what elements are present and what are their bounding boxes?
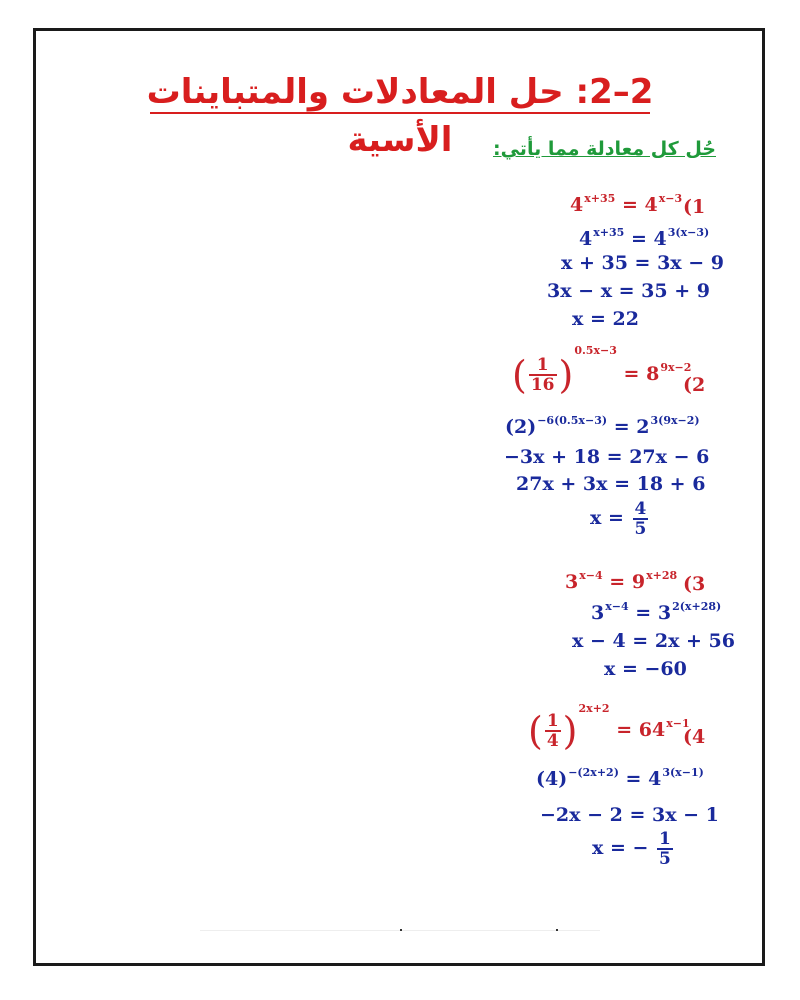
numerator: 4 bbox=[634, 499, 647, 519]
problem-3-number: (3 bbox=[683, 573, 706, 595]
equals-sign: = bbox=[621, 194, 638, 216]
equals-sign: = bbox=[623, 363, 640, 385]
exponent: x+35 bbox=[584, 192, 616, 205]
problem-4-step-2: −2x − 2 = 3x − 1 bbox=[540, 804, 719, 826]
base: (4) bbox=[536, 768, 568, 790]
fraction bbox=[657, 830, 673, 868]
problem-3-step-2: x − 4 = 2x + 56 bbox=[572, 630, 735, 652]
problem-1-equation bbox=[570, 192, 683, 216]
base: 3 bbox=[565, 571, 579, 593]
base: 3 bbox=[591, 602, 605, 624]
exponent: −6(0.5x−3) bbox=[537, 414, 608, 427]
equals-sign: = bbox=[630, 228, 647, 250]
equals-sign: = bbox=[609, 571, 626, 593]
exponent: x+35 bbox=[593, 226, 625, 239]
problem-2-number: (2 bbox=[683, 374, 706, 396]
exponent: x−1 bbox=[666, 717, 690, 730]
problem-4-step-1 bbox=[536, 766, 704, 790]
exponent: x−4 bbox=[605, 600, 629, 613]
denominator: 5 bbox=[634, 519, 647, 539]
problem-3-step-1 bbox=[591, 600, 722, 624]
problem-3-equation bbox=[565, 569, 678, 593]
fraction bbox=[633, 500, 649, 538]
problem-4-step-3 bbox=[592, 830, 675, 868]
left-parenthesis: ( bbox=[528, 709, 543, 753]
equals-sign: = bbox=[613, 416, 630, 438]
fraction bbox=[545, 712, 561, 750]
exponent: 9x−2 bbox=[660, 361, 692, 374]
lhs: x = bbox=[590, 507, 624, 529]
exponent: 2x+2 bbox=[578, 702, 610, 715]
problem-1-step-2: x + 35 = 3x − 9 bbox=[561, 252, 724, 274]
numerator: 1 bbox=[659, 829, 671, 849]
base: 4 bbox=[644, 194, 658, 216]
problem-2-step-3: 27x + 3x = 18 + 6 bbox=[516, 473, 706, 495]
exponent: x+28 bbox=[646, 569, 678, 582]
numerator: 1 bbox=[529, 356, 557, 376]
exponent: 3(x−1) bbox=[662, 766, 704, 779]
lhs: x = − bbox=[592, 837, 649, 859]
stray-mark bbox=[400, 929, 402, 931]
equals-sign: = bbox=[635, 602, 652, 624]
exponent: 0.5x−3 bbox=[574, 344, 617, 357]
equals-sign: = bbox=[625, 768, 642, 790]
problem-2-step-4 bbox=[590, 500, 650, 538]
problem-3-step-3: x = −60 bbox=[604, 658, 687, 680]
base: 4 bbox=[570, 194, 584, 216]
problem-2-step-1 bbox=[505, 414, 700, 438]
problem-2-equation bbox=[512, 344, 692, 397]
exponent: 2(x+28) bbox=[672, 600, 722, 613]
base: 9 bbox=[631, 571, 646, 593]
exponent: 3(9x−2) bbox=[650, 414, 700, 427]
base: 4 bbox=[648, 768, 662, 790]
page-title: 2–2: حل المعادلات والمتباينات الأسية bbox=[146, 72, 654, 160]
stray-mark bbox=[556, 929, 558, 931]
base: 4 bbox=[579, 228, 593, 250]
title-underline bbox=[150, 112, 650, 114]
base: 3 bbox=[657, 602, 672, 624]
right-parenthesis: ) bbox=[558, 353, 574, 397]
problem-4-number: (4 bbox=[683, 726, 706, 748]
problem-2-step-2: −3x + 18 = 27x − 6 bbox=[504, 446, 710, 468]
fraction bbox=[529, 356, 557, 394]
base: 2 bbox=[636, 416, 650, 438]
exponent: −(2x+2) bbox=[568, 766, 619, 779]
exponent: 3(x−3) bbox=[667, 226, 710, 239]
left-parenthesis: ( bbox=[512, 353, 527, 397]
denominator: 4 bbox=[546, 731, 559, 751]
base: (2) bbox=[505, 416, 537, 438]
equals-sign: = bbox=[616, 719, 633, 741]
base: 8 bbox=[646, 363, 660, 385]
base: 64 bbox=[638, 719, 666, 741]
problem-1-step-4: x = 22 bbox=[572, 308, 639, 330]
exponent: x−4 bbox=[579, 569, 603, 582]
base: 4 bbox=[653, 228, 667, 250]
numerator: 1 bbox=[546, 711, 559, 731]
denominator: 5 bbox=[659, 849, 671, 869]
denominator: 16 bbox=[530, 375, 555, 395]
problem-1-step-3: 3x − x = 35 + 9 bbox=[547, 280, 710, 302]
problem-4-equation bbox=[528, 702, 690, 753]
exponent: x−3 bbox=[658, 192, 683, 205]
problem-1-step-1 bbox=[579, 226, 710, 250]
right-parenthesis: ) bbox=[562, 709, 578, 753]
instruction-text: حُل كل معادلة مما يأتي: bbox=[492, 138, 716, 160]
problem-1-number: (1 bbox=[683, 196, 706, 218]
